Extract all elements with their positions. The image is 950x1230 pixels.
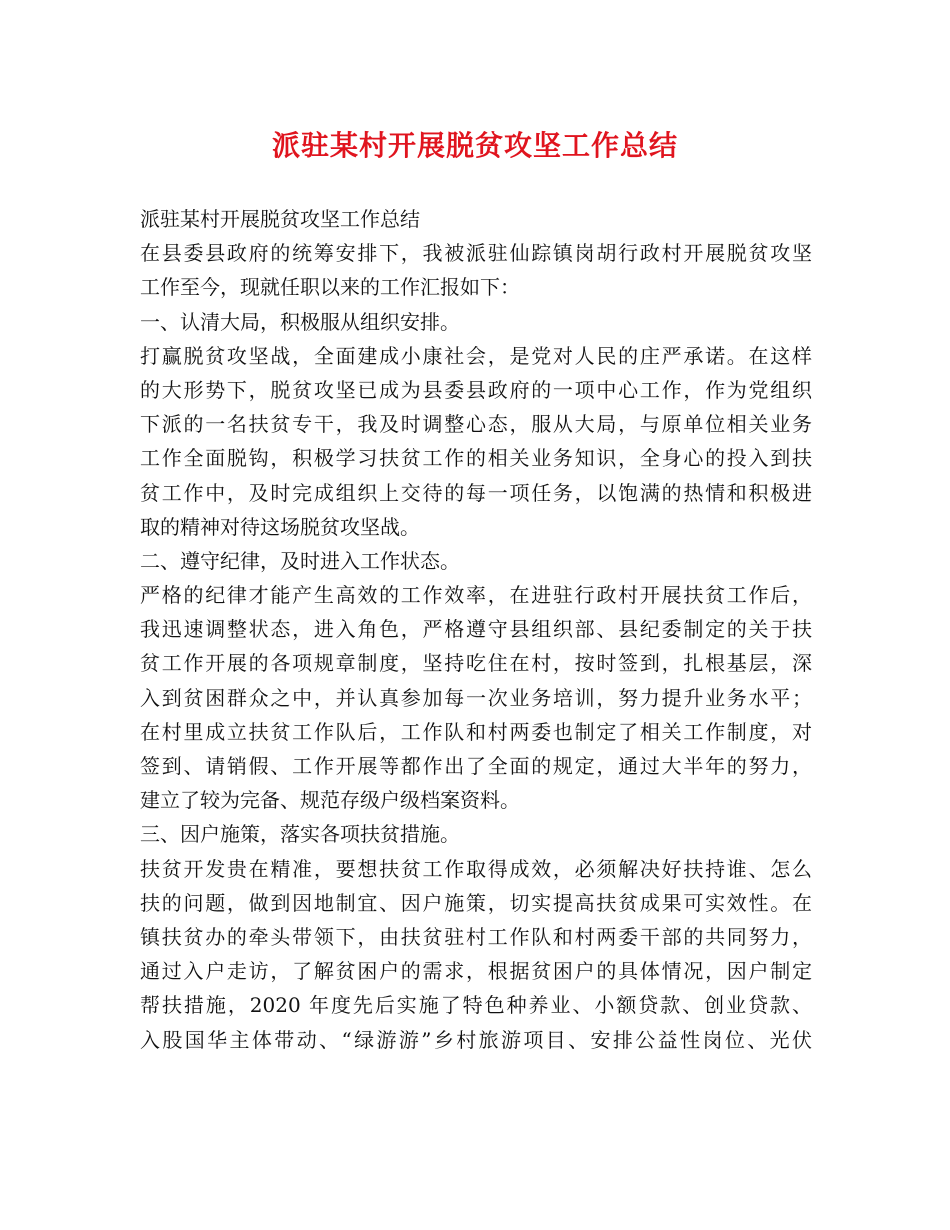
body-line: 入股国华主体带动、“绿游游”乡村旅游项目、安排公益性岗位、光伏 xyxy=(140,1027,812,1052)
body-line: 打赢脱贫攻坚战，全面建成小康社会，是党对人民的庄严承诺。在这样 xyxy=(140,343,812,368)
body-line: 三、因户施策，落实各项扶贫措施。 xyxy=(140,822,460,847)
body-line: 签到、请销假、工作开展等都作出了全面的规定，通过大半年的努力， xyxy=(140,754,812,778)
body-line: 的大形势下，脱贫攻坚已成为县委县政府的一项中心工作，作为党组织 xyxy=(140,377,812,402)
body-line: 扶的问题，做到因地制宜、因户施策，切实提高扶贫成果可实效性。在 xyxy=(140,890,812,915)
body-line: 派驻某村开展脱贫攻坚工作总结 xyxy=(140,207,420,231)
body-line: 取的精神对待这场脱贫攻坚战。 xyxy=(140,514,420,539)
body-line: 在村里成立扶贫工作队后，工作队和村两委也制定了相关工作制度，对 xyxy=(140,719,812,744)
document-body xyxy=(140,202,812,1057)
body-line: 在县委县政府的统筹安排下，我被派驻仙踪镇岗胡行政村开展脱贫攻坚 xyxy=(140,241,812,266)
body-line: 下派的一名扶贫专干，我及时调整心态，服从大局，与原单位相关业务 xyxy=(140,412,812,437)
body-line: 镇扶贫办的牵头带领下，由扶贫驻村工作队和村两委干部的共同努力， xyxy=(140,924,812,949)
body-line: 贫工作中，及时完成组织上交待的每一项任务，以饱满的热情和积极进 xyxy=(140,480,812,505)
body-line: 我迅速调整状态，进入角色，严格遵守县组织部、县纪委制定的关于扶 xyxy=(140,617,812,642)
body-line: 工作全面脱钩，积极学习扶贫工作的相关业务知识，全身心的投入到扶 xyxy=(140,446,812,471)
body-line: 严格的纪律才能产生高效的工作效率，在进驻行政村开展扶贫工作后， xyxy=(140,583,812,608)
body-line: 一、认清大局，积极服从组织安排。 xyxy=(140,309,460,334)
body-line: 帮扶措施，2020 年度先后实施了特色种养业、小额贷款、创业贷款、 xyxy=(140,993,812,1018)
body-line: 通过入户走访，了解贫困户的需求，根据贫困户的具体情况，因户制定 xyxy=(140,959,812,984)
body-line: 入到贫困群众之中，并认真参加每一次业务培训，努力提升业务水平； xyxy=(140,685,812,710)
body-line: 二、遵守纪律，及时进入工作状态。 xyxy=(140,548,460,573)
document-title: 派驻某村开展脱贫攻坚工作总结 xyxy=(271,129,678,162)
body-line: 扶贫开发贵在精准，要想扶贫工作取得成效，必须解决好扶持谁、怎么 xyxy=(140,856,812,881)
body-line: 工作至今，现就任职以来的工作汇报如下： xyxy=(140,275,520,300)
body-line: 建立了较为完备、规范存级户级档案资料。 xyxy=(140,788,520,813)
body-line: 贫工作开展的各项规章制度，坚持吃住在村，按时签到，扎根基层，深 xyxy=(140,651,812,676)
